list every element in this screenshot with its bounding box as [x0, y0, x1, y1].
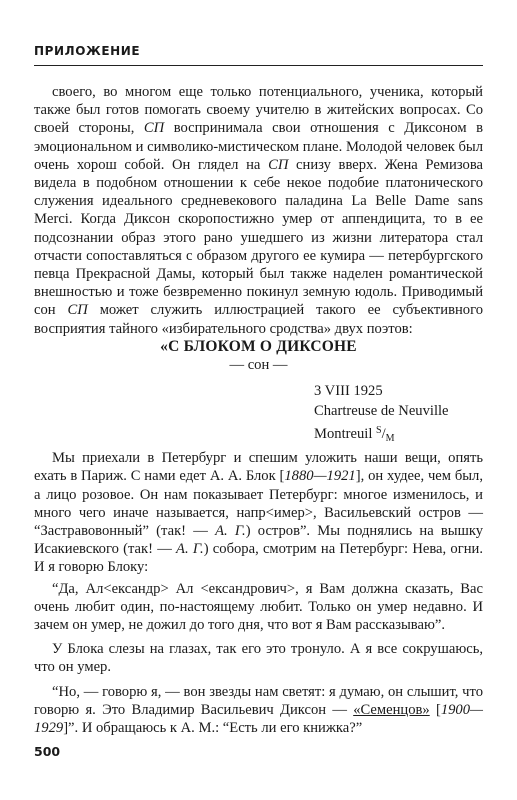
intro-text: своего, во многом еще только потенциального, ученика, который также был готов помогать своему учителю в житейских вопросах. Со своей стороны,: [34, 84, 483, 137]
running-head: ПРИЛОЖЕНИЕ: [34, 44, 141, 58]
blok-dates: 1880—1921: [284, 468, 356, 485]
page-number: 500: [34, 744, 61, 759]
intro-text: может служить иллюстрацией такого ее субъективного восприятия тайного «избирательного сродства» двух поэтов:: [34, 302, 483, 337]
essay-title: «С БЛОКОМ О ДИКСОНЕ: [160, 337, 357, 355]
body-text: [34, 83, 483, 737]
dream-text: [: [429, 701, 441, 718]
intro-text: снизу вверх. Жена Ремизова видела в подобном отношении к себе некое подобие платонического служения идеального средневекового паладина La Belle Dame sans Merci. Когда Диксон скоропостижно умер от аппендицита, то в ее подсознании образ этого рано ушедшего из жизни литератора стал отчасти сопоставляться с образом другого ее кумира — петербургского певца Прекрасной Дамы, который был также наделен романтической внешностью и тоже безвременно покинул земную юдоль. Приводимый сон: [34, 156, 484, 319]
intro-text: воспринимала свои отношения с Диксоном в эмоциональном и символико-мистическом плане. Молодой человек был очень хорош собой. Он глядел на: [34, 120, 483, 173]
dateline-town-line: [314, 421, 483, 449]
editor-initials: А. Г.: [215, 523, 246, 540]
header-rule: [34, 65, 483, 66]
dream-text: ) остров”. Мы поднялись на вышку Исакиевского (так! —: [34, 523, 483, 558]
dateline-slash: /: [381, 426, 386, 443]
dateline-sub: M: [385, 433, 395, 445]
dateline-town: Montreuil: [314, 426, 373, 443]
dream-paragraph-3: У Блока слезы на глазах, так его это тронуло. А я все сокрушаюсь, что он умер.: [34, 641, 483, 676]
dream-text: ) собора, смотрим на Петербург: Нева, огни. И я говорю Блоку:: [34, 541, 483, 576]
dream-text: “Но, — говорю я, — вон звезды нам светят: я думаю, он слышит, что говорю я. Это Владимир Васильевич Диксон —: [34, 683, 483, 718]
dream-text: Мы приехали в Петербург и спешим уложить наши вещи, опять ехать в Париж. С нами едет А. А. Блок [: [34, 450, 483, 485]
dateline-place: Chartreuse de Neuville: [314, 403, 449, 420]
dream-paragraph-1: [34, 449, 483, 576]
initials-sp: СП: [143, 120, 165, 137]
essay-subtitle: — сон —: [229, 357, 288, 374]
dream-paragraph-2: “Да, Ал<ександр> Ал <ександрович>, я Вам должна сказать, Вас очень любит один, по-настоящему любит. Только он умер недавно. И зачем он умер, не дожил до того дня, что вот я Вам рассказываю”.: [34, 580, 483, 634]
initials-sp: СП: [67, 302, 88, 319]
dream-paragraph-4: [34, 683, 483, 738]
dream-text: ], он худее, чем был, а лицо розовое. Он нам показывает Петербург: многое изменилось, и много чего иначе называется, напр<имер>, Васильевский остров — “Застравовонный” (так! —: [34, 468, 483, 540]
dateline-date: 3 VIII 1925: [314, 383, 383, 400]
dateline-sup: S: [376, 425, 382, 437]
dikson-dates: 1900—1929: [34, 701, 483, 737]
editor-initials: А. Г.: [176, 541, 204, 558]
semenctsov-underlined: «Семенцов»: [353, 701, 430, 718]
intro-paragraph: [34, 83, 483, 338]
initials-sp: СП: [268, 156, 289, 173]
dateline: [314, 381, 483, 449]
dream-text: ]”. И обращаюсь к А. М.: “Есть ли его книжка?”: [63, 720, 363, 737]
